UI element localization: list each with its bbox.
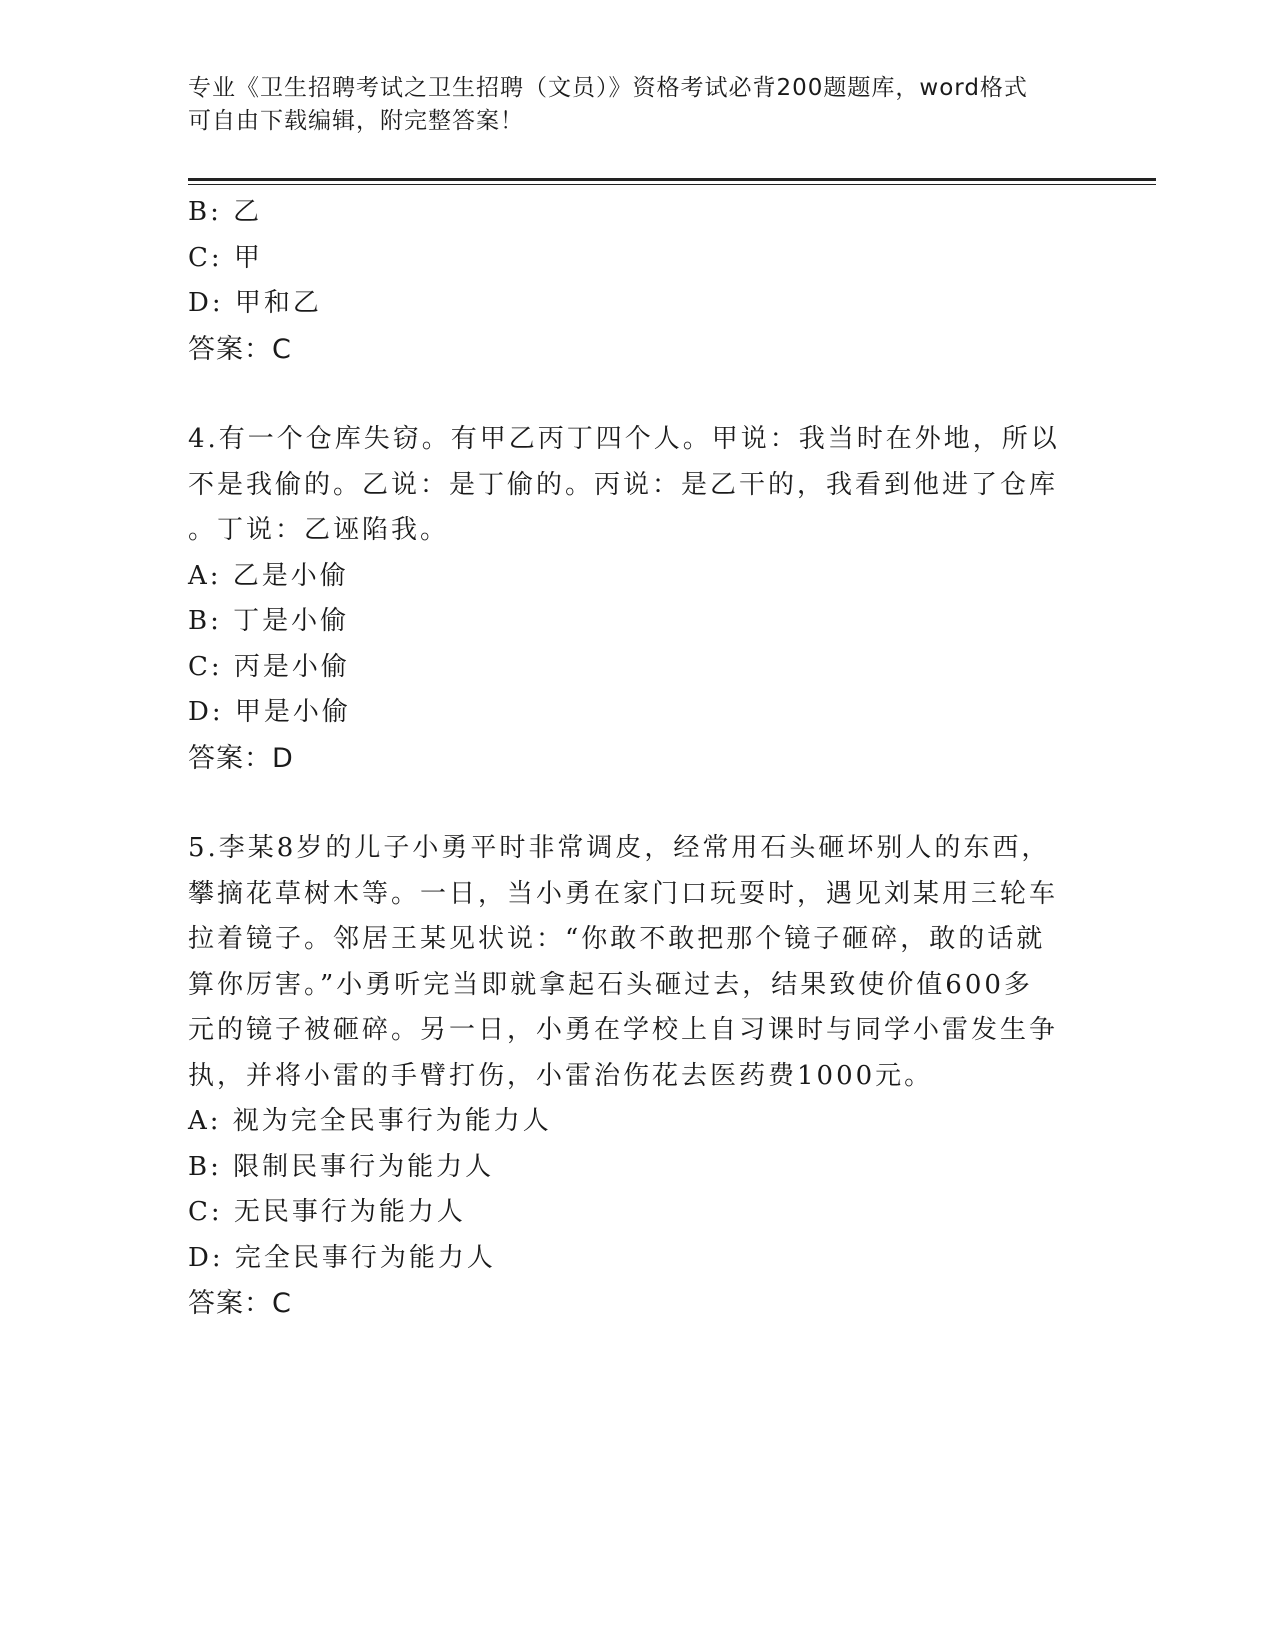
question-stem <box>188 826 1058 1099</box>
question-spacer <box>188 372 1058 417</box>
header-rule-thin <box>188 184 1156 185</box>
answer: 答案：C <box>188 333 292 365</box>
question-stem <box>188 417 1058 554</box>
stem-line: 拉着镜子。邻居王某见状说：“你敢不敢把那个镜子砸碎，敢的话就 <box>188 924 1046 954</box>
option-b: B: 丁是小偷 <box>188 606 350 636</box>
stem-line: 不是我偷的。乙说：是丁偷的。丙说：是乙干的，我看到他进了仓库 <box>188 469 1059 500</box>
option-a: A: 视为完全民事行为能力人 <box>188 1106 552 1136</box>
question-spacer <box>188 781 1058 826</box>
question-5 <box>188 826 1058 1327</box>
option-c: C: 丙是小偷 <box>188 651 350 682</box>
stem-line: 元的镜子被砸碎。另一日，小勇在学校上自习课时与同学小雷发生争 <box>188 1015 1059 1045</box>
header-line-2: 可自由下载编辑，附完整答案！ <box>188 108 524 134</box>
option-b: B: 限制民事行为能力人 <box>188 1151 495 1182</box>
option-b: B: 乙 <box>188 197 263 227</box>
option-d: D: 甲和乙 <box>188 288 322 318</box>
stem-line: 算你厉害。”小勇听完当即就拿起石头砸过去，结果致使价值600多 <box>188 969 1033 1000</box>
stem-line: 。丁说：乙诬陷我。 <box>188 515 450 545</box>
stem-line: 执，并将小雷的手臂打伤，小雷治伤花去医药费1000元。 <box>188 1060 934 1091</box>
option-a: A: 乙是小偷 <box>188 560 349 591</box>
stem-line: 4.有一个仓库失窃。有甲乙丙丁四个人。甲说：我当时在外地，所以 <box>188 424 1060 454</box>
document-header <box>188 72 1088 138</box>
header-line-1: 专业《卫生招聘考试之卫生招聘（文员）》资格考试必背200题题库，word格式 <box>188 75 1028 101</box>
stem-line: 攀摘花草树木等。一日，当小勇在家门口玩耍时，遇见刘某用三轮车 <box>188 878 1059 909</box>
stem-line: 5.李某8岁的儿子小勇平时非常调皮，经常用石头砸坏别人的东西， <box>188 833 1051 863</box>
document-body <box>188 190 1058 1327</box>
option-c: C: 甲 <box>188 242 263 273</box>
header-rule-thick <box>188 178 1156 181</box>
option-d: D: 甲是小偷 <box>188 697 351 727</box>
answer: 答案：C <box>188 1288 292 1319</box>
question-3 <box>188 190 1058 372</box>
option-d: D: 完全民事行为能力人 <box>188 1242 496 1273</box>
question-4 <box>188 417 1058 781</box>
option-c: C: 无民事行为能力人 <box>188 1197 466 1227</box>
answer: 答案：D <box>188 742 294 774</box>
